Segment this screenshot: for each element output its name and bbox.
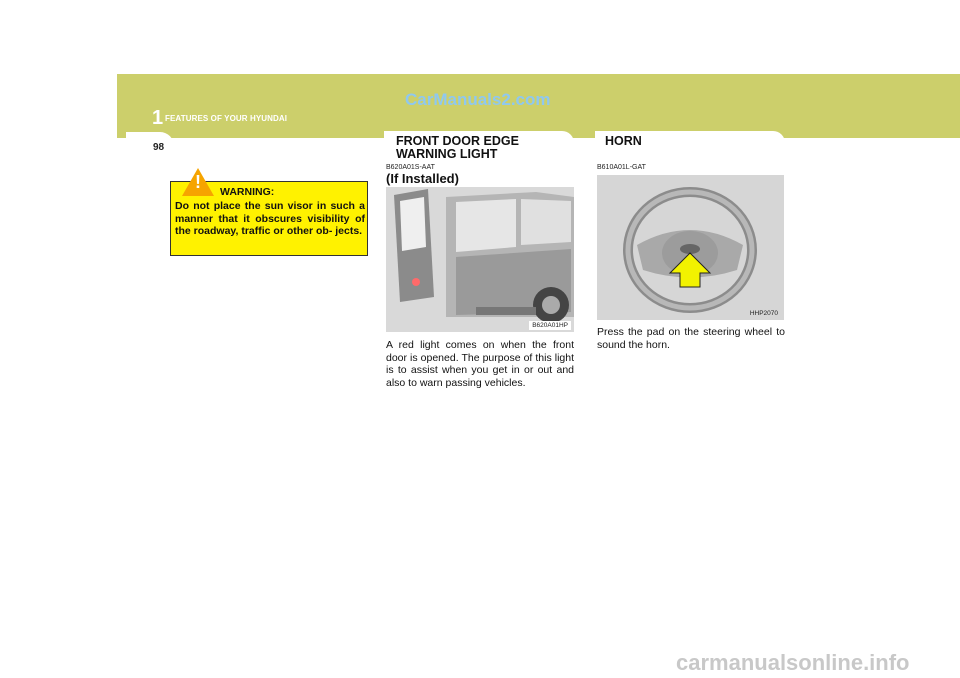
- warning-text: Do not place the sun visor in such a manner that it obscures visibility of the roadway, traffic or other ob- jects.: [175, 200, 365, 237]
- watermark-link[interactable]: CarManuals2.com: [405, 90, 551, 109]
- horn-photo: [597, 175, 784, 320]
- horn-section-code: B610A01L-GAT: [597, 164, 646, 171]
- horn-photo-tag: HHP2070: [749, 310, 778, 317]
- door-section-subheading: (If Installed): [386, 171, 459, 186]
- door-photo: [386, 187, 574, 332]
- chapter-number: 1: [152, 107, 164, 129]
- door-section-body: A red light comes on when the front door is opened. The purpose of this light is to assist when you get in or out and also to warn passing vehicles.: [386, 339, 574, 389]
- warning-title: WARNING:: [220, 186, 275, 198]
- door-section-code: B620A01S-AAT: [386, 164, 435, 171]
- door-photo-tag: B620A01HP: [529, 321, 571, 330]
- page-number: 98: [153, 142, 165, 153]
- front-door-heading-line2: WARNING LIGHT: [396, 147, 498, 161]
- horn-heading: HORN: [605, 134, 642, 148]
- page-number-tab: [126, 132, 174, 160]
- car-door-illustration: [386, 187, 574, 332]
- steering-wheel-illustration: [597, 175, 784, 320]
- exclamation-icon: !: [195, 172, 201, 192]
- footer-watermark[interactable]: carmanualsonline.info: [676, 650, 910, 675]
- chapter-title: FEATURES OF YOUR HYUNDAI: [165, 114, 288, 123]
- front-door-heading-line1: FRONT DOOR EDGE: [396, 134, 519, 148]
- horn-section-body: Press the pad on the steering wheel to sound the horn.: [597, 326, 785, 351]
- front-door-heading: [396, 135, 519, 161]
